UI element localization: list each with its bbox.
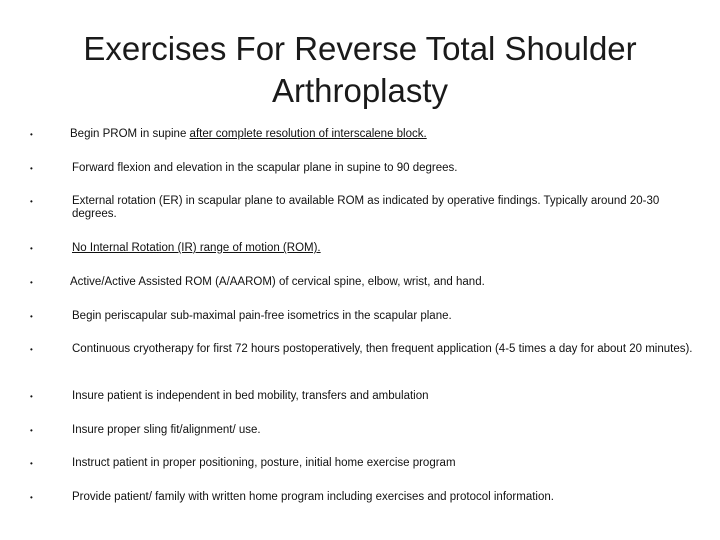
bullet-dot: •	[30, 493, 33, 502]
bullet-dot: •	[30, 426, 33, 435]
bullet-text-10: Instruct patient in proper positioning, posture, initial home exercise program	[72, 457, 456, 469]
bullet-dot: •	[30, 312, 33, 321]
bullet-text-7: Continuous cryotherapy for first 72 hours postoperatively, then frequent application (4-5 times a day for about 20 minutes).	[72, 343, 693, 355]
bullet-dot: •	[30, 392, 33, 401]
bullet-text-1-prefix: Begin PROM in supine	[70, 128, 190, 140]
bullet-dot: •	[30, 164, 33, 173]
bullet-dot: •	[30, 244, 33, 253]
bullet-text-2: Forward flexion and elevation in the scapular plane in supine to 90 degrees.	[72, 162, 458, 174]
bullet-text-3: External rotation (ER) in scapular plane to available ROM as indicated by operative findings. Typically around 20-30 degrees.	[72, 195, 660, 220]
bullet-text-1-underlined: after complete resolution of interscalene block.	[189, 128, 427, 140]
bullet-text-5: Active/Active Assisted ROM (A/AAROM) of cervical spine, elbow, wrist, and hand.	[70, 276, 485, 288]
slide-title-line-1: Exercises For Reverse Total Shoulder	[83, 30, 637, 67]
slide-title-line-2: Arthroplasty	[271, 72, 449, 109]
bullet-dot: •	[30, 197, 33, 206]
bullet-dot: •	[30, 345, 33, 354]
bullet-text-4: No Internal Rotation (IR) range of motion (ROM).	[72, 242, 321, 254]
bullet-text-11: Provide patient/ family with written home program including exercises and protocol information.	[72, 491, 554, 503]
bullet-text-6: Begin periscapular sub-maximal pain-free isometrics in the scapular plane.	[72, 310, 452, 322]
bullet-dot: •	[30, 459, 33, 468]
bullet-text-8: Insure patient is independent in bed mobility, transfers and ambulation	[72, 390, 429, 402]
bullet-text-9: Insure proper sling fit/alignment/ use.	[72, 424, 261, 436]
bullet-dot: •	[30, 278, 33, 287]
bullet-text-1	[70, 128, 670, 141]
bullet-dot: •	[30, 130, 33, 139]
